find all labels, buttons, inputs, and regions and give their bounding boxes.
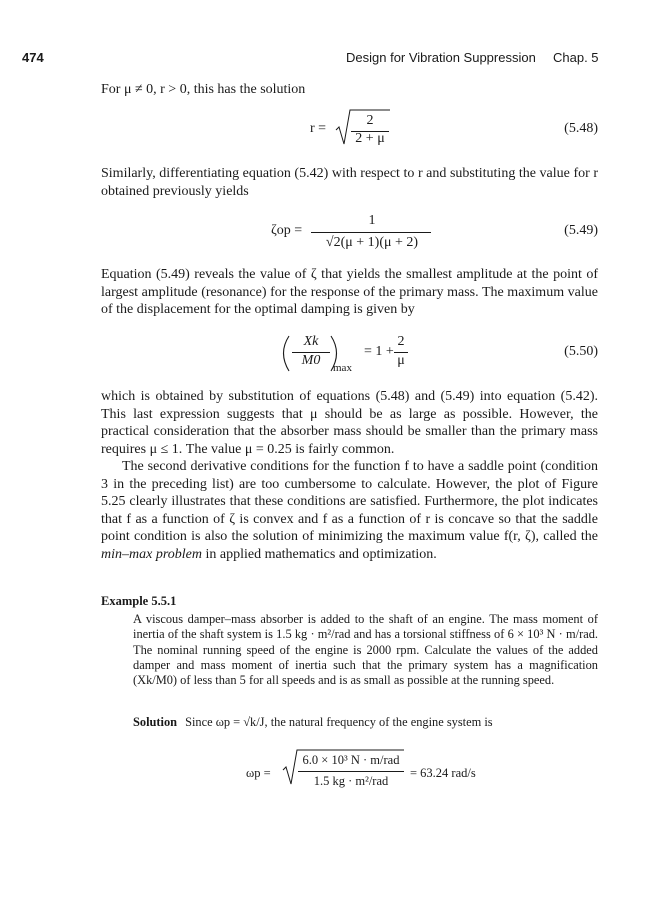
eq549-numerator: 1 [368, 213, 376, 228]
example-title: Example 5.5.1 [101, 594, 177, 608]
equation-number-5-50: (5.50) [564, 344, 598, 359]
page-number: 474 [22, 50, 44, 65]
eq-final-lhs: ωp = [246, 766, 271, 780]
paragraph-differentiating: Similarly, differentiating equation (5.42) with respect to r and substituting the value for r obtained previously yields [101, 166, 598, 199]
paragraph-text-b: in applied mathematics and optimization. [201, 546, 437, 562]
eq550-rhs-numerator: 2 [397, 334, 405, 349]
equation-number-5-49: (5.49) [564, 223, 598, 238]
paragraph-substitution: which is obtained by substitution of equations (5.48) and (5.49) into equation (5.42). This last expression suggests that μ should be as large as possible. However, the practical consideration that the absorber mass should be smaller than the primary mass requires μ ≤ 1. The value μ = 0.25 is fairly common. [101, 389, 598, 457]
eq550-rhs: = 1 + [364, 344, 394, 359]
chapter-label: Chap. 5 [553, 50, 599, 65]
eq548-numerator: 2 [366, 113, 374, 128]
eq548-denominator: 2 + μ [355, 131, 385, 146]
running-title: Design for Vibration Suppression [346, 50, 536, 65]
eq549-lhs: ζop = [271, 223, 303, 238]
eq548-lhs: r = [310, 121, 327, 136]
eq550-rhs-denominator: μ [397, 353, 405, 368]
eq550-lhs-denominator: M0 [301, 353, 321, 368]
paragraph-equation-reveals: Equation (5.49) reveals the value of ζ that yields the smallest amplitude at the point of largest amplitude (resonance) for the response of the primary mass. The maximum value of the displacement for the optimal damping is given by [101, 267, 598, 318]
equation-number-5-48: (5.48) [564, 121, 598, 136]
solution-label: Solution [133, 715, 178, 729]
fraction-bar [298, 771, 404, 772]
solution-text: Since ωp = √k/J, the natural frequency of the engine system is [185, 715, 493, 729]
eq550-lhs-numerator: Xk [303, 334, 319, 349]
paragraph-intro: For μ ≠ 0, r > 0, this has the solution [101, 82, 306, 97]
eq550-subscript: max [333, 362, 352, 374]
example-statement: A viscous damper–mass absorber is added to the shaft of an engine. The mass moment of inertia of the shaft system is 1.5 kg · m²/rad and has a torsional stiffness of 6 × 10³ N · m/rad. The nominal running speed of the engine is 2000 rpm. Calculate the values of the added damper and mass moment of inertia such that the primary system has a magnification (Xk/M0) of less than 5 for all speeds and is as small as possible at the running speed. [133, 612, 598, 688]
eq549-denominator: √2(μ + 1)(μ + 2) [325, 235, 419, 250]
eq-final-numerator: 6.0 × 10³ N · m/rad [302, 753, 400, 767]
eq-final-result: = 63.24 rad/s [410, 766, 476, 780]
paragraph-text-a: The second derivative conditions for the function f to have a saddle point (condition 3 in the preceding list) are too cumbersome to calculate. However, the plot of Figure 5.25 clearly illustrates that these conditions are satisfied. Furthermore, the plot indicates that f as a function of ζ is convex and f as a function of r is concave so that the saddle point condition is also the solution of minimizing the maximum value f(r, ζ), called the [101, 459, 598, 545]
min-max-term: min–max problem [101, 546, 202, 562]
eq-final-denominator: 1.5 kg · m²/rad [313, 774, 389, 788]
